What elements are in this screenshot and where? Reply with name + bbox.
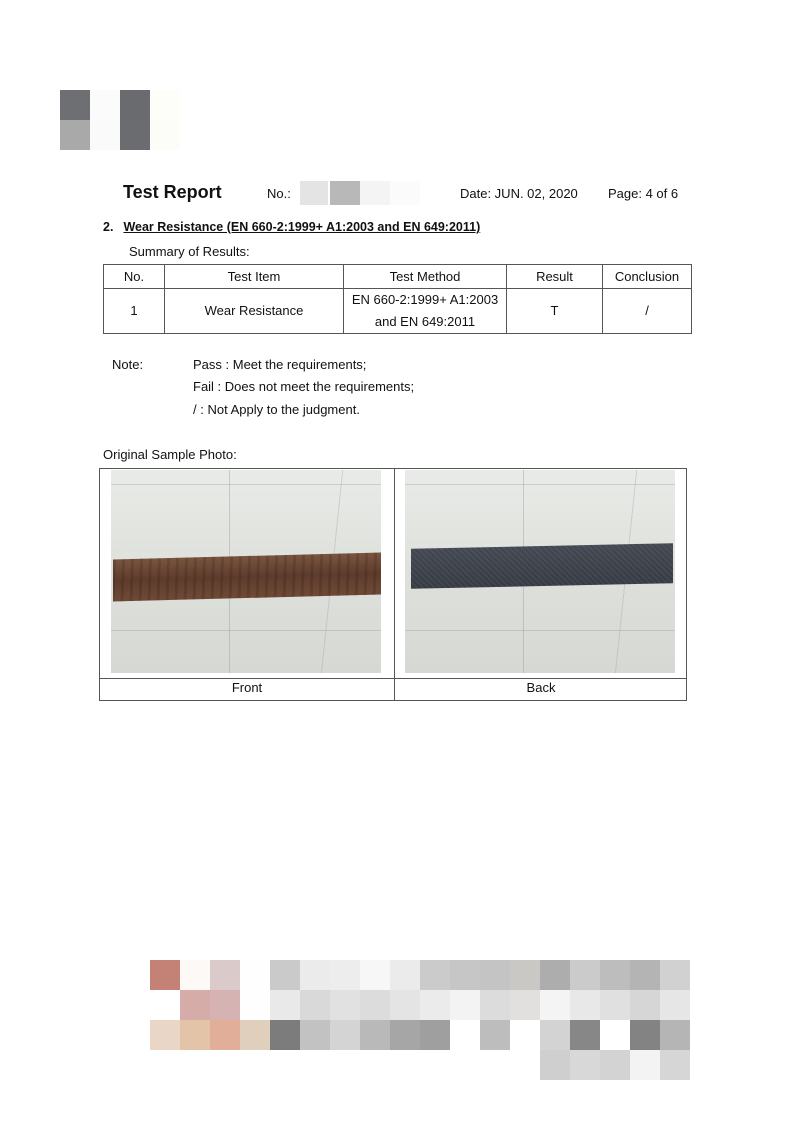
row-test-method bbox=[344, 289, 507, 334]
back-sample-photo bbox=[405, 470, 675, 673]
note-pass: Pass : Meet the requirements; bbox=[193, 357, 367, 372]
header-conclusion: Conclusion bbox=[603, 265, 692, 289]
front-sample-photo bbox=[111, 470, 381, 673]
header-test-item: Test Item bbox=[165, 265, 344, 289]
row-no: 1 bbox=[104, 289, 165, 334]
method-line-1: EN 660-2:1999+ A1:2003 bbox=[351, 292, 499, 307]
photo-section-label: Original Sample Photo: bbox=[103, 447, 237, 462]
redacted-report-number bbox=[300, 181, 420, 205]
section-title: Wear Resistance (EN 660-2:1999+ A1:2003 and EN 649:2011) bbox=[123, 220, 481, 234]
report-title: Test Report bbox=[123, 182, 222, 202]
report-date: Date: JUN. 02, 2020 bbox=[460, 186, 578, 201]
note-label: Note: bbox=[112, 357, 144, 372]
back-plank bbox=[411, 543, 673, 588]
summary-label: Summary of Results: bbox=[129, 244, 250, 259]
row-conclusion: / bbox=[603, 289, 692, 334]
redacted-signature-block bbox=[150, 960, 690, 1080]
note-fail: Fail : Does not meet the requirements; bbox=[193, 379, 415, 394]
redacted-logo bbox=[60, 90, 180, 150]
results-table bbox=[103, 264, 692, 334]
row-test-item: Wear Resistance bbox=[165, 289, 344, 334]
report-number-label: No.: bbox=[267, 186, 291, 201]
sample-photo-table bbox=[99, 468, 687, 701]
section-number: 2. bbox=[103, 220, 114, 234]
header-test-method: Test Method bbox=[344, 265, 507, 289]
front-caption: Front bbox=[231, 680, 263, 695]
header-result: Result bbox=[507, 265, 603, 289]
back-caption: Back bbox=[526, 680, 556, 695]
header-no: No. bbox=[104, 265, 165, 289]
photo-divider-vertical bbox=[394, 469, 395, 700]
row-result: T bbox=[507, 289, 603, 334]
method-line-2: and EN 649:2011 bbox=[374, 314, 476, 329]
photo-divider-horizontal bbox=[100, 678, 686, 679]
section-heading bbox=[103, 220, 480, 234]
front-plank bbox=[113, 552, 381, 601]
table-row bbox=[104, 289, 692, 334]
table-header-row bbox=[104, 265, 692, 289]
page-indicator: Page: 4 of 6 bbox=[608, 186, 679, 201]
note-not-apply: / : Not Apply to the judgment. bbox=[193, 402, 360, 417]
